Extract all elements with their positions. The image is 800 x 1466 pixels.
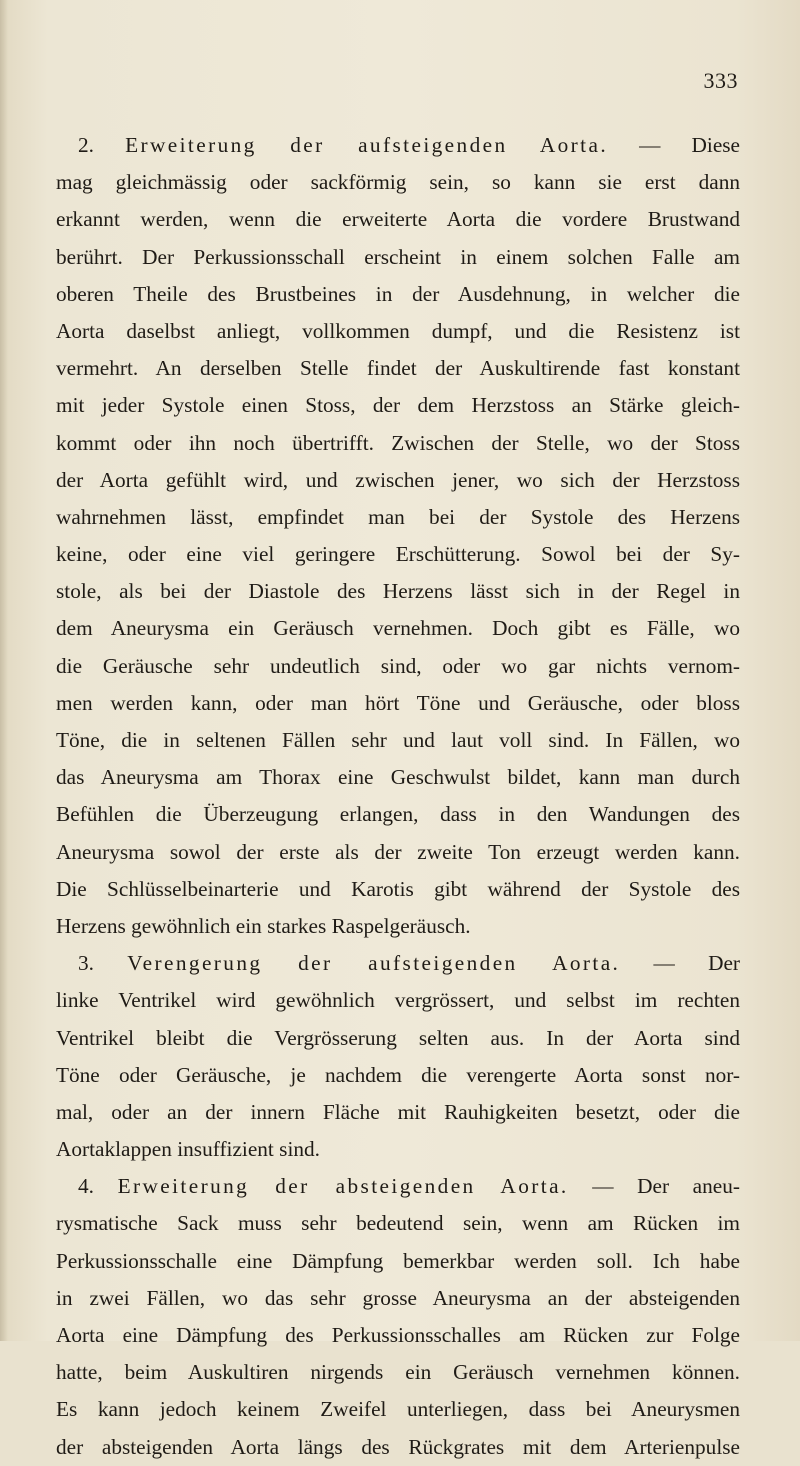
- section-heading-line: [56, 1168, 740, 1205]
- section-heading-line: [56, 127, 740, 164]
- text-line: Aortaklappen insuffizient sind.: [56, 1137, 320, 1162]
- text-line: Töne, die in seltenen Fällen sehr und laut voll sind. In Fällen, wo: [56, 728, 740, 752]
- section-number: 2.: [78, 133, 126, 157]
- section-lead-text: — Diese: [608, 133, 741, 157]
- text-line: rysmatische Sack muss sehr bedeutend sein, wenn am Rücken im: [56, 1211, 740, 1236]
- text-line: Aneurysma sowol der erste als der zweite Ton erzeugt werden kann.: [56, 839, 740, 864]
- section-title: Erweiterung der absteigenden Aorta.: [117, 1174, 569, 1199]
- text-line: mag gleichmässig oder sackförmig sein, so kann sie erst dann: [56, 170, 740, 195]
- section-lead-text: — Der aneu-: [568, 1174, 740, 1199]
- text-line: Töne oder Geräusche, je nachdem die verengerte Aorta sonst nor-: [56, 1062, 740, 1087]
- body-text: [56, 127, 740, 1466]
- section-number: 4.: [78, 1174, 118, 1199]
- text-line: stole, als bei der Diastole des Herzens lässt sich in der Regel in: [56, 579, 740, 604]
- text-line: linke Ventrikel wird gewöhnlich vergrössert, und selbst im rechten: [56, 988, 740, 1013]
- text-line: vermehrt. An derselben Stelle findet der Auskultirende fast konstant: [56, 356, 740, 381]
- text-line: mal, oder an der innern Fläche mit Rauhigkeiten besetzt, oder die: [56, 1099, 740, 1124]
- text-line: dem Aneurysma ein Geräusch vernehmen. Doch gibt es Fälle, wo: [56, 616, 740, 641]
- text-line: der Aorta gefühlt wird, und zwischen jener, wo sich der Herzstoss: [56, 467, 740, 492]
- text-line: mit jeder Systole einen Stoss, der dem Herzstoss an Stärke gleich-: [56, 393, 740, 418]
- text-line: Befühlen die Überzeugung erlangen, dass in den Wandungen des: [56, 802, 740, 827]
- text-line: das Aneurysma am Thorax eine Geschwulst bildet, kann man durch: [56, 765, 740, 790]
- page-binding-shadow: [0, 0, 8, 1341]
- section-title: Erweiterung der aufsteigenden Aorta.: [125, 133, 609, 157]
- text-line: erkannt werden, wenn die erweiterte Aorta die vordere Brustwand: [56, 207, 740, 232]
- page-number: 333: [703, 68, 738, 93]
- section-title: Verengerung der aufsteigenden Aorta.: [127, 951, 621, 976]
- text-line: kommt oder ihn noch übertrifft. Zwischen der Stelle, wo der Stoss: [56, 430, 740, 455]
- section-heading-line: [56, 945, 740, 982]
- text-line: berührt. Der Perkussionsschall erscheint in einem solchen Falle am: [56, 244, 740, 269]
- text-line: Es kann jedoch keinem Zweifel unterliegen, dass bei Aneurysmen: [56, 1397, 740, 1422]
- text-line: hatte, beim Auskultiren nirgends ein Geräusch vernehmen können.: [56, 1360, 740, 1385]
- text-line: Die Schlüsselbeinarterie und Karotis gibt während der Systole des: [56, 876, 740, 901]
- section-number: 3.: [78, 951, 128, 976]
- text-line: wahrnehmen lässt, empfindet man bei der Systole des Herzens: [56, 504, 740, 529]
- text-line: oberen Theile des Brustbeines in der Ausdehnung, in welcher die: [56, 281, 740, 306]
- text-line: Ventrikel bleibt die Vergrösserung selten aus. In der Aorta sind: [56, 1025, 740, 1050]
- text-line: men werden kann, oder man hört Töne und Geräusche, oder bloss: [56, 690, 740, 715]
- text-line: Herzens gewöhnlich ein starkes Raspelgeräusch.: [56, 913, 471, 938]
- text-line: der absteigenden Aorta längs des Rückgrates mit dem Arterienpulse: [56, 1434, 740, 1459]
- text-line: keine, oder eine viel geringere Erschütterung. Sowol bei der Sy-: [56, 542, 740, 567]
- text-line: Aorta eine Dämpfung des Perkussionsschalles am Rücken zur Folge: [56, 1323, 740, 1347]
- text-line: die Geräusche sehr undeutlich sind, oder wo gar nichts vernom-: [56, 653, 740, 678]
- text-line: in zwei Fällen, wo das sehr grosse Aneurysma an der absteigenden: [56, 1285, 740, 1310]
- text-line: Perkussionsschalle eine Dämpfung bemerkbar werden soll. Ich habe: [56, 1248, 740, 1273]
- text-line: Aorta daselbst anliegt, vollkommen dumpf, und die Resistenz ist: [56, 318, 740, 343]
- section-lead-text: — Der: [620, 951, 741, 976]
